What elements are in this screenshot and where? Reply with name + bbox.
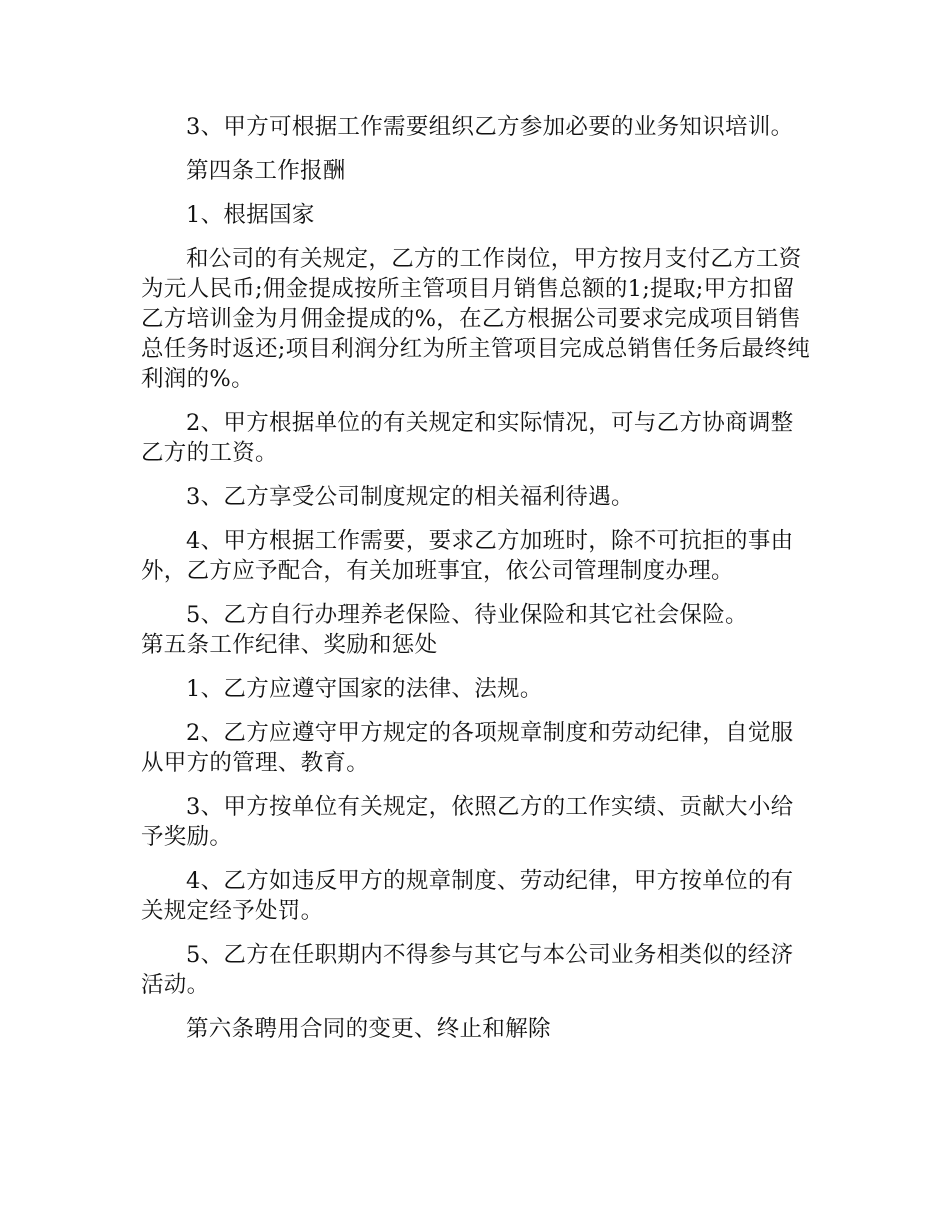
document-body [141,112,811,1044]
paragraph-compensation-4: 4、甲方根据工作需要，要求乙方加班时，除不可抗拒的事由外，乙方应予配合，有关加班事宜，依公司管理制度办理。 [141,528,794,584]
paragraph-discipline-3: 3、甲方按单位有关规定，依照乙方的工作实绩、贡献大小给予奖励。 [141,794,794,850]
paragraph-discipline-5: 5、乙方在任职期内不得参与其它与本公司业务相类似的经济活动。 [141,942,794,998]
paragraph-compensation-2: 2、甲方根据单位的有关规定和实际情况，可与乙方协商调整乙方的工资。 [141,410,794,466]
paragraph-discipline-4: 4、乙方如违反甲方的规章制度、劳动纪律，甲方按单位的有关规定经予处罚。 [141,868,794,924]
paragraph-compensation-details: 和公司的有关规定，乙方的工作岗位，甲方按月支付乙方工资为元人民币;佣金提成按所主管项目月销售总额的1;提取;甲方扣留乙方培训金为月佣金提成的%，在乙方根据公司要求完成项目销售总任务时返还;项目利润分红为所主管项目完成总销售任务后最终纯利润的%。 [141,246,811,392]
paragraph-discipline-2: 2、乙方应遵守甲方规定的各项规章制度和劳动纪律，自觉服从甲方的管理、教育。 [141,720,794,776]
paragraph-compensation-3: 3、乙方享受公司制度规定的相关福利待遇。 [186,484,634,510]
paragraph-compensation-1: 1、根据国家 [186,202,315,228]
section-heading-contract-change: 第六条聘用合同的变更、终止和解除 [186,1016,551,1042]
paragraph-discipline-1: 1、乙方应遵守国家的法律、法规。 [186,676,543,702]
paragraph-training: 3、甲方可根据工作需要组织乙方参加必要的业务知识培训。 [186,114,794,140]
section-heading-compensation: 第四条工作报酬 [186,158,346,184]
paragraph-compensation-5: 5、乙方自行办理养老保险、待业保险和其它社会保险。 [186,602,748,628]
section-heading-discipline: 第五条工作纪律、奖励和惩处 [141,632,438,658]
